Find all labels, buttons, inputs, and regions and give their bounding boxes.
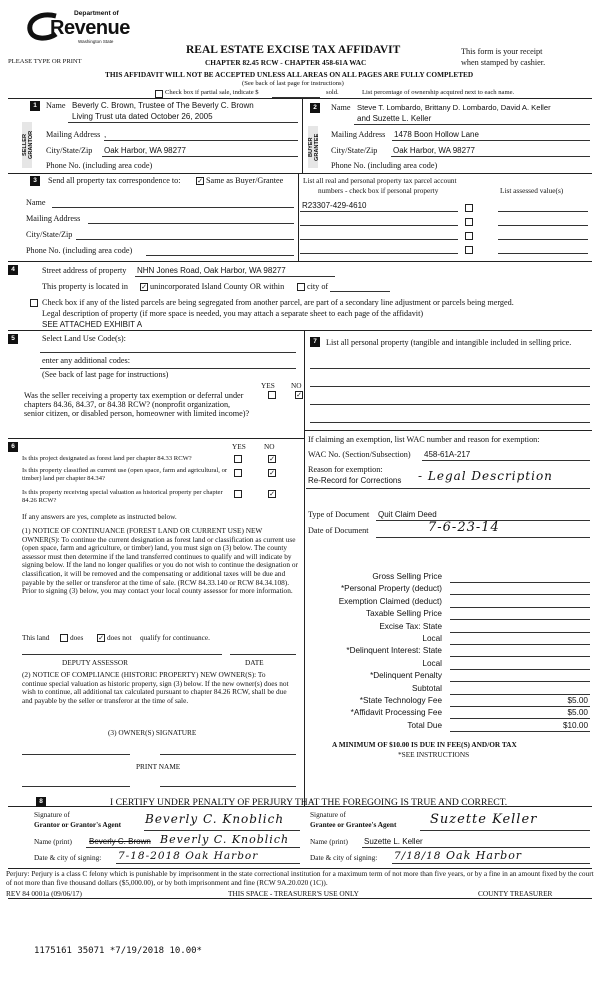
assessed-value-1[interactable]	[498, 211, 588, 212]
seller-city-value[interactable]: Oak Harbor, WA 98277	[104, 146, 186, 155]
seller-mailing-value[interactable]: ,	[104, 130, 107, 139]
please-type: PLEASE TYPE OR PRINT	[8, 58, 82, 65]
grantee-date[interactable]: 7/18/18	[394, 850, 442, 862]
buyer-name-label: Name	[331, 103, 351, 112]
owner-signature-line-2[interactable]	[160, 754, 296, 755]
notice-compliance: (2) NOTICE OF COMPLIANCE (HISTORIC PROPERTY) NEW OWNER(S): To continue special valuation as historic property, sign (3) below. If the new owner(s) does not wish to continue, all additional tax calculated pursuant to chapter 84.26 RCW, shall be due and payable by the seller or transferor at the time of sale.	[22, 670, 289, 705]
s6-q3-yes-checkbox[interactable]	[234, 490, 242, 498]
exemption-header: If claiming an exemption, list WAC number and reason for exemption:	[308, 435, 540, 444]
parcel-1-personal-checkbox[interactable]	[465, 204, 473, 212]
grantor-date-city[interactable]: 7-18-2018 Oak Harbor	[118, 850, 259, 862]
street-value[interactable]: NHN Jones Road, Oak Harbor, WA 98277	[137, 266, 286, 275]
additional-codes-label: enter any additional codes:	[42, 356, 130, 365]
deputy-assessor-label: DEPUTY ASSESSOR	[62, 658, 129, 667]
seller-phone-label: Phone No. (including area code)	[46, 161, 153, 170]
tax-row-label: Subtotal	[411, 683, 442, 693]
reason-value[interactable]: Re-Record for Corrections	[308, 476, 402, 485]
tax-row-field[interactable]	[450, 694, 590, 695]
personal-property-field-1[interactable]	[310, 368, 590, 369]
minimum-due-note: A MINIMUM OF $10.00 IS DUE IN FEE(S) AND/OR TAX	[332, 740, 517, 749]
corr-name-label: Name	[26, 198, 46, 207]
percent-ownership-note: List percentage of ownership acquired next to each name.	[362, 89, 515, 96]
see-instructions: *SEE INSTRUCTIONS	[398, 750, 470, 759]
tax-row-field[interactable]	[450, 718, 590, 719]
rev-number: REV 84 0001a (09/06/17)	[6, 889, 82, 898]
section-1-number: 1	[30, 101, 40, 111]
form-subtitle: CHAPTER 82.45 RCW - CHAPTER 458-61A WAC	[205, 58, 367, 67]
segregated-text: Check box if any of the listed parcels are being segregated from another parcel, are part of a secondary line adjustment or parcels being merged.	[42, 298, 514, 307]
land-does-checkbox[interactable]	[60, 634, 68, 642]
land-use-field[interactable]	[40, 352, 296, 353]
section-4-number: 4	[8, 265, 18, 275]
county-treasurer: COUNTY TREASURER	[478, 889, 553, 898]
treasurer-space: THIS SPACE - TREASURER'S USE ONLY	[228, 889, 359, 898]
tax-row-label: Excise Tax: State	[379, 621, 442, 631]
if-yes-note: If any answers are yes, complete as instructed below.	[22, 512, 177, 521]
buyer-phone-label: Phone No. (including area code)	[331, 161, 438, 170]
logo-dept: Department of	[74, 10, 119, 17]
tax-row-label: *Affidavit Processing Fee	[350, 708, 442, 718]
legal-desc-label: Legal description of property (if more space is needed, you may attach a separate sheet to each page of the affidavit)	[42, 309, 424, 318]
grantee-date-label: Date & city of signing:	[310, 853, 378, 862]
sold-label: sold.	[326, 89, 339, 96]
buyer-mailing-value[interactable]: 1478 Boon Hollow Lane	[394, 130, 479, 139]
perjury-notice: Perjury: Perjury is a class C felony which is punishable by imprisonment in the state correctional institution for a maximum term of not more than five years, or by a fine in an amount fixed by the court of not more than five thousand dollars ($5,000.00), or by both imprisonment and fine (RCW 9A.20.020 (1C)).	[6, 869, 594, 887]
reason-handwritten: - Legal Description	[418, 469, 553, 483]
seller-mailing-label: Mailing Address	[46, 130, 101, 139]
grantor-sig-label-1: Signature of	[34, 810, 70, 819]
correspondence-label: Send all property tax correspondence to:	[48, 176, 181, 185]
tax-row-value: $10.00	[562, 720, 588, 730]
revenue-logo	[26, 8, 130, 48]
print-name-line-2[interactable]	[160, 786, 296, 787]
s6-no-header: NO	[264, 442, 275, 451]
same-as-buyer-label: Same as Buyer/Grantee	[206, 176, 284, 185]
tax-row-field[interactable]	[450, 619, 590, 620]
s6-q1-no-checkbox[interactable]: ✓	[269, 455, 275, 463]
grantor-name-struck: Beverly C. Brown	[89, 837, 151, 846]
tax-row-label: Exemption Claimed (deduct)	[338, 596, 442, 606]
receipt-line-1: This form is your receipt	[461, 47, 543, 56]
buyer-city-label: City/State/Zip	[331, 146, 378, 155]
deputy-assessor-signature-line[interactable]	[22, 654, 222, 655]
section-3-number: 3	[30, 176, 40, 186]
print-name-label: PRINT NAME	[136, 762, 181, 771]
logo-state: Washington State	[78, 39, 114, 44]
s5-no-header: NO	[291, 381, 302, 390]
land-does-not-checkbox[interactable]: ✓	[98, 634, 104, 642]
s6-q2-no-checkbox[interactable]: ✓	[269, 469, 275, 477]
buyer-mailing-label: Mailing Address	[331, 130, 386, 139]
treasurer-stamp: 1175161 35071 *7/19/2018 10.00*	[34, 946, 202, 956]
doc-date-value[interactable]: 7-6-23-14	[428, 520, 500, 535]
buyer-city-value[interactable]: Oak Harbor, WA 98277	[393, 146, 475, 155]
certify-statement: I CERTIFY UNDER PENALTY OF PERJURY THAT THE FOREGOING IS TRUE AND CORRECT.	[110, 797, 508, 808]
tax-row-label: Local	[422, 634, 442, 643]
tax-row-label: *State Technology Fee	[359, 696, 442, 705]
wac-value[interactable]: 458-61A-217	[424, 450, 471, 459]
does-not-label: does not	[107, 633, 132, 642]
logo-revenue: Revenue	[50, 17, 130, 39]
this-land-label: This land	[22, 633, 50, 642]
assessed-header: List assessed value(s)	[500, 186, 564, 195]
section-8-number: 8	[36, 797, 46, 807]
grantor-name-print-label: Name (print)	[34, 837, 72, 846]
tax-row-field[interactable]	[450, 644, 590, 645]
buyer-side-label: BUYER GRANTEE	[308, 126, 318, 168]
grantee-agent-label: Grantee or Grantee's Agent	[310, 820, 397, 829]
reason-label: Reason for exemption:	[308, 465, 383, 474]
buyer-name-line-2: and Suzette L. Keller	[357, 114, 432, 123]
s6-q2: Is this property classified as current use (open space, farm and agricultural, or timber) land per chapter 84.34?	[22, 467, 228, 482]
tax-row-label: Local	[422, 658, 442, 668]
additional-codes-field[interactable]	[40, 368, 296, 369]
tax-row-field[interactable]	[450, 594, 590, 595]
tax-row-label: Total Due	[407, 720, 442, 730]
personal-property-field-3[interactable]	[310, 404, 590, 405]
tax-row-field[interactable]	[450, 669, 590, 670]
personal-property-field-2[interactable]	[310, 386, 590, 387]
tax-row-field[interactable]	[450, 731, 590, 732]
unincorporated-checkbox[interactable]: ✓	[141, 283, 147, 291]
receipt-line-2: when stamped by cashier.	[461, 58, 546, 67]
tax-row-label: Gross Selling Price	[372, 572, 442, 581]
segregated-checkbox[interactable]	[30, 299, 38, 307]
city-of-checkbox[interactable]	[297, 283, 305, 291]
owner-signature-label: (3) OWNER(S) SIGNATURE	[108, 728, 197, 737]
tax-row-label: *Delinquent Penalty	[370, 671, 442, 681]
tax-row-field[interactable]	[450, 656, 590, 657]
s5-yes-header: YES	[261, 381, 275, 390]
print-name-line-1[interactable]	[22, 786, 130, 787]
doc-type-label: Type of Document	[308, 510, 370, 519]
doc-type-value[interactable]: Quit Claim Deed	[378, 510, 437, 519]
section-2-number: 2	[310, 103, 320, 113]
seller-name-line-1: Beverly C. Brown, Trustee of The Beverly C. Brown	[72, 101, 254, 110]
seller-name-line-2: Living Trust uta dated October 26, 2005	[72, 112, 213, 121]
doc-date-label: Date of Document	[308, 526, 369, 535]
grantee-name-print-label: Name (print)	[310, 837, 348, 846]
qualify-label: qualify for continuance.	[140, 633, 210, 642]
land-use-label: Select Land Use Code(s):	[42, 334, 126, 343]
personal-property-label: List all personal property (tangible and intangible included in selling price.	[326, 338, 572, 347]
parcel-header-2: numbers - check box if personal property	[318, 186, 439, 195]
assessor-date-label: DATE	[245, 658, 264, 667]
partial-sale-label: Check box if partial sale, indicate $	[165, 89, 259, 96]
assessed-value-2[interactable]	[498, 225, 588, 226]
tax-row-field[interactable]	[450, 706, 590, 707]
seller-name-label: Name	[46, 101, 66, 110]
s6-q2-yes-checkbox[interactable]	[234, 469, 242, 477]
grantee-name-print[interactable]: Suzette L. Keller	[364, 837, 423, 846]
city-of-field[interactable]	[330, 291, 390, 292]
partial-sale-checkbox[interactable]	[155, 90, 163, 98]
assessed-value-3[interactable]	[498, 239, 588, 240]
grantor-date-label: Date & city of signing:	[34, 853, 102, 862]
tax-row-field[interactable]	[450, 681, 590, 682]
located-text: This property is located in	[42, 282, 128, 291]
warning-text: THIS AFFIDAVIT WILL NOT BE ACCEPTED UNLESS ALL AREAS ON ALL PAGES ARE FULLY COMPLETED	[105, 70, 474, 79]
assessed-value-4[interactable]	[498, 253, 588, 254]
legal-desc-value[interactable]: SEE ATTACHED EXHIBIT A	[42, 320, 143, 329]
parcel-2-personal-checkbox[interactable]	[465, 218, 473, 226]
grantor-agent-label: Grantor or Grantor's Agent	[34, 820, 122, 829]
parcel-4-personal-checkbox[interactable]	[465, 246, 473, 254]
buyer-name-line-1: Steve T. Lombardo, Brittany D. Lombardo, David A. Keller	[357, 103, 551, 112]
unincorporated-label: unincorporated Island County OR within	[150, 282, 285, 291]
corr-mailing-label: Mailing Address	[26, 214, 81, 223]
wac-label: WAC No. (Section/Subsection)	[308, 450, 411, 459]
s5-yes-checkbox[interactable]	[268, 391, 276, 399]
section-7-number: 7	[310, 337, 320, 347]
grantee-signature[interactable]: Suzette Keller	[430, 812, 538, 827]
parcel-number[interactable]: R23307-429-4610	[302, 201, 367, 210]
parcel-3-personal-checkbox[interactable]	[465, 232, 473, 240]
section-5-number: 5	[8, 334, 18, 344]
grantor-signature[interactable]: Beverly C. Knoblich	[145, 812, 285, 826]
s6-q3: Is this property receiving special valuation as historical property per chapter 84.26 RCW?	[22, 489, 223, 504]
assessor-date-line[interactable]	[230, 654, 296, 655]
grantee-city[interactable]: Oak Harbor	[446, 849, 523, 862]
tax-row-field[interactable]	[450, 582, 590, 583]
notice-continuance: (1) NOTICE OF CONTINUANCE (FOREST LAND OR CURRENT USE) NEW OWNER(S): To continue the current designation as forest land or classification as current use (open space, farm and agriculture, or timber) land, you must sign on (3) below. The county assessor must then determine if the land transferred continues to qualify and will indicate by signing below. If the land no longer qualifies or you do not wish to continue the designation or classification, it will be removed and the compensating or additional taxes will be due and payable by the seller or transferor at the time of sale. (RCW 84.33.140 or RCW 84.34.108). Prior to signing (3) below, you may contact your local county assessor for more information.	[22, 526, 298, 596]
land-use-see-back: (See back of last page for instructions)	[42, 370, 169, 379]
exemption-question: Was the seller receiving a property tax exemption or deferral under chapters 84.36, 84.37, or 84.38 RCW? (nonprofit organization, senior citizen, or disabled person, homeowner with limited income)?	[24, 391, 250, 419]
city-of-label: city of	[307, 282, 329, 291]
instructions-note: (See back of last page for instructions)	[242, 80, 344, 87]
tax-row-value: $5.00	[567, 708, 588, 718]
grantee-sig-label-1: Signature of	[310, 810, 346, 819]
owner-signature-line-1[interactable]	[22, 754, 130, 755]
tax-row-value: $5.00	[567, 696, 588, 705]
seller-side-label: SELLER GRANTOR	[22, 122, 32, 168]
s6-q1-yes-checkbox[interactable]	[234, 455, 242, 463]
does-label: does	[70, 633, 84, 642]
parcel-header-1: List all real and personal property tax parcel account	[303, 176, 457, 185]
s6-q1: Is this project designated as forest land per chapter 84.33 RCW?	[22, 455, 192, 462]
tax-row-label: *Delinquent Interest: State	[346, 646, 442, 656]
section-6-number: 6	[8, 442, 18, 452]
s6-yes-header: YES	[232, 442, 246, 451]
personal-property-field-4[interactable]	[310, 422, 590, 423]
corr-city-label: City/State/Zip	[26, 230, 73, 239]
street-label: Street address of property	[42, 266, 127, 275]
tax-row-field[interactable]	[450, 607, 590, 608]
tax-row-field[interactable]	[450, 632, 590, 633]
tax-row-label: *Personal Property (deduct)	[340, 584, 442, 594]
s5-no-checkbox[interactable]: ✓	[296, 391, 302, 399]
same-as-buyer-checkbox[interactable]: ✓	[197, 177, 203, 185]
form-title: REAL ESTATE EXCISE TAX AFFIDAVIT	[186, 44, 401, 56]
s6-q3-no-checkbox[interactable]: ✓	[269, 490, 275, 498]
corr-phone-label: Phone No. (including area code)	[26, 246, 133, 255]
grantor-name-handwritten[interactable]: Beverly C. Knoblich	[160, 833, 290, 846]
seller-city-label: City/State/Zip	[46, 146, 93, 155]
tax-row-label: Taxable Selling Price	[365, 609, 442, 619]
